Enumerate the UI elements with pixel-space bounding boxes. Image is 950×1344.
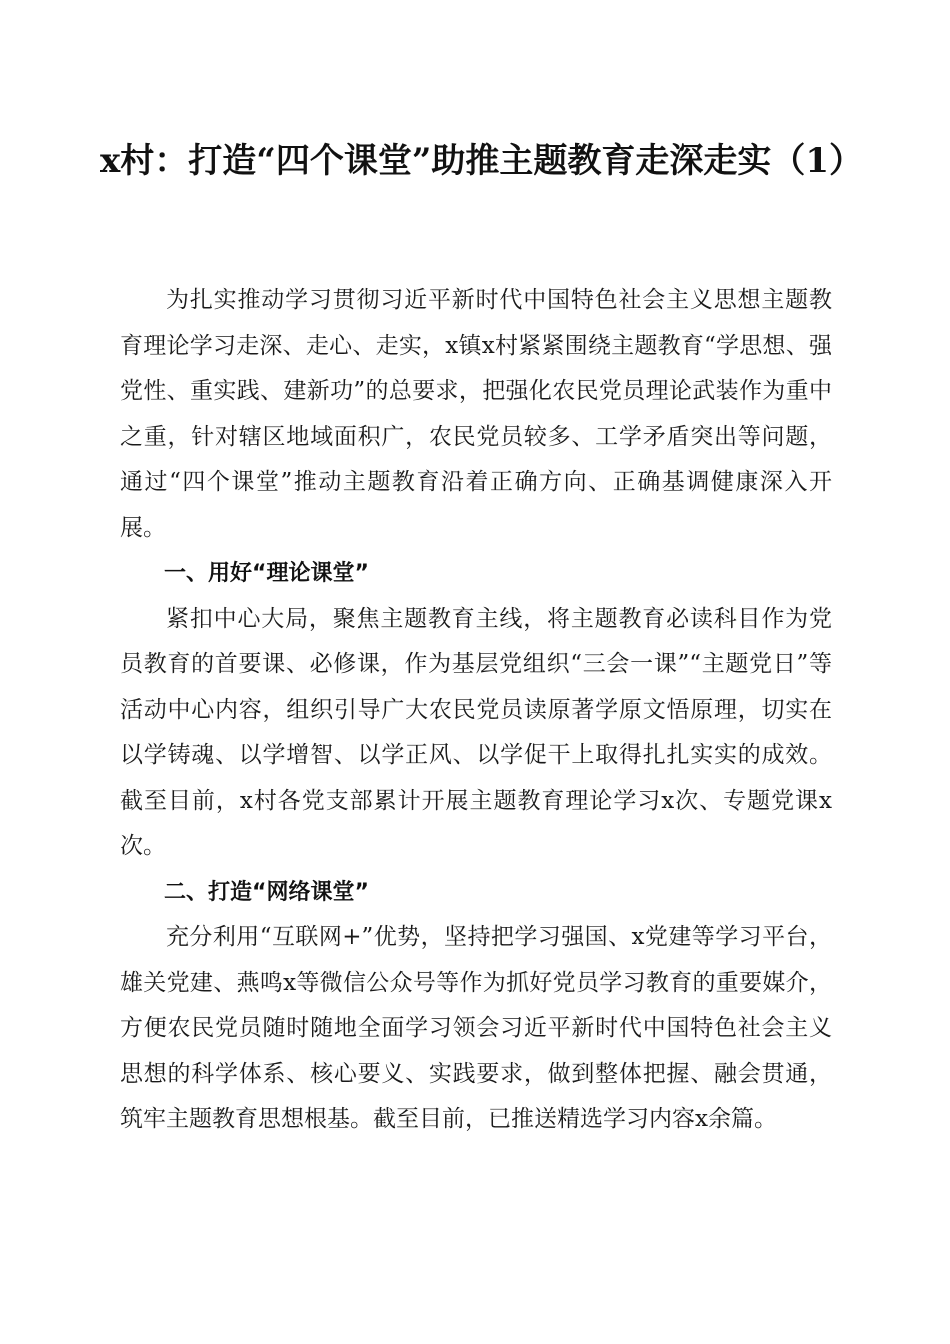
section-heading-theory-classroom: 一、用好“理论课堂” bbox=[164, 561, 369, 586]
section-paragraph-network-classroom: 充分利用“互联网+”优势，坚持把学习强国、x党建等学习平台，雄关党建、燕鸣x等微信公众号等作为抓好党员学习教育的重要媒介，方便农民党员随时随地全面学习领会习近平新时代中国特色社会主义思想的科学体系、核心要义、实践要求，做到整体把握、融会贯通，筑牢主题教育思想根基。截至目前，已推送精选学习内容x余篇。 bbox=[120, 924, 832, 1132]
section-heading-network-classroom: 二、打造“网络课堂” bbox=[164, 879, 369, 905]
section-paragraph-theory-classroom: 紧扣中心大局，聚焦主题教育主线，将主题教育必读科目作为党员教育的首要课、必修课，作为基层党组织“三会一课”“主题党日”等活动中心内容，组织引导广大农民党员读原著学原文悟原理，切实在以学铸魂、以学增智、以学正风、以学促干上取得扎扎实实的成效。截至目前，x村各党支部累计开展主题教育理论学习x次、专题党课x次。 bbox=[120, 605, 832, 859]
intro-paragraph: 为扎实推动学习贯彻习近平新时代中国特色社会主义思想主题教育理论学习走深、走心、走实，x镇x村紧紧围绕主题教育“学思想、强党性、重实践、建新功”的总要求，把强化农民党员理论武装作为重中之重，针对辖区地域面积广，农民党员较多、工学矛盾突出等问题，通过“四个课堂”推动主题教育沿着正确方向、正确基调健康深入开展。 bbox=[120, 287, 832, 541]
document-title: x村：打造“四个课堂”助推主题教育走深走实（1） bbox=[100, 141, 864, 181]
document-body bbox=[120, 278, 832, 1143]
